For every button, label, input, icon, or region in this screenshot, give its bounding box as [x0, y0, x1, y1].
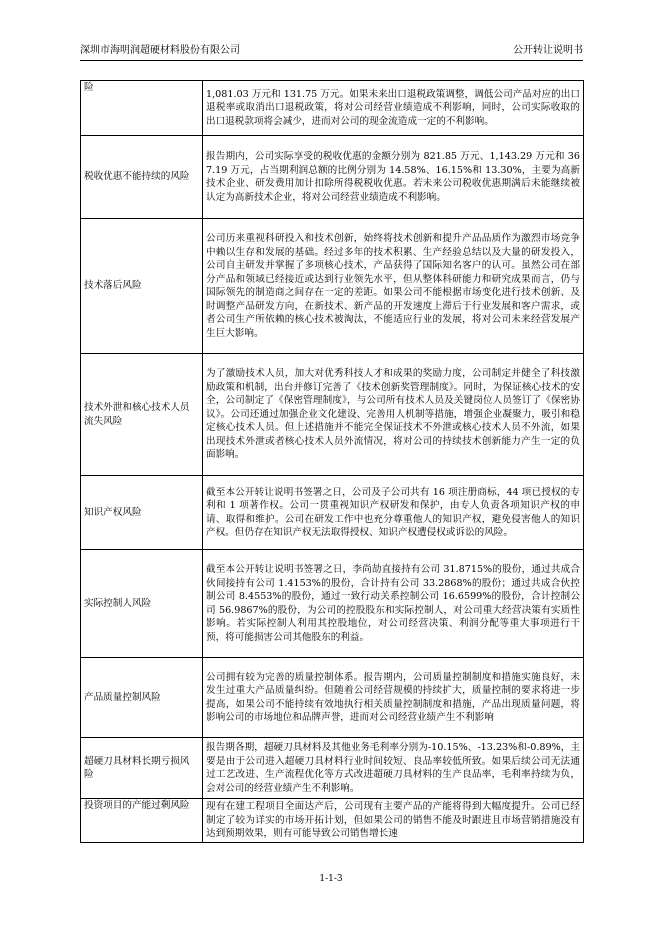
table-row — [81, 476, 584, 550]
risk-description: 截至本公开转让说明书签署之日，李尚劼直接持有公司 31.8715%的股份，通过共成合伙间接持有公司 1.4153%的股份，合计持有公司 33.2868%的股份；通过共成合伙控制公司 8.4553%的股份，通过一致行动关系控制公司 16.6599%的股份，合计控制公司 56.9867%的股份，为公司的控股股东和实际控制人，对公司重大经营决策有实质性影响。若实际控制人利用其控股地位，对公司经营决策、利润分配等重大事项进行干预，将可能损害公司其他股东的利益。 — [203, 550, 584, 658]
risk-description: 1,081.03 万元和 131.75 万元。如果未来出口退税政策调整，调低公司产品对应的出口退税率或取消出口退税政策，将对公司经营业绩造成不利影响，同时，公司实际收取的出口退税款项将会减少，进而对公司的现金流造成一定的不利影响。 — [203, 81, 584, 136]
risk-name: 技术外泄和核心技术人员流失风险 — [81, 354, 203, 476]
risk-name: 险 — [81, 81, 203, 136]
table-row — [81, 799, 584, 843]
risk-description: 现有在建工程项目全面达产后，公司现有主要产品的产能将得到大幅度提升。公司已经制定了较为详实的市场开拓计划，但如果公司的销售不能及时跟进且市场营销措施没有达到预期效果，则有可能导致公司销售增长速 — [203, 799, 584, 843]
table-row — [81, 550, 584, 658]
risk-description: 公司历来重视科研投入和技术创新，始终将技术创新和提升产品品质作为激烈市场竞争中赖以生存和发展的基础。经过多年的技术积累、生产经验总结以及大量的研发投入，公司自主研发并掌握了多项核心技术，产品获得了国际知名客户的认可。虽然公司在部分产品和领域已经接近或达到行业领先水平，但从整体科研能力和研究成果而言，仍与国际领先的制造商之间存在一定的差距。如果公司不能根据市场变化进行技术创新、及时调整产品研发方向，在新技术、新产品的开发速度上滞后于行业发展和客户需求，或者公司生产所依赖的核心技术被淘汰，不能适应行业的发展，将对公司未来经营发展产生巨大影响。 — [203, 219, 584, 354]
risk-name: 超硬刀具材料长期亏损风险 — [81, 738, 203, 799]
risk-name: 实际控制人风险 — [81, 550, 203, 658]
table-row — [81, 136, 584, 219]
risk-description: 公司拥有较为完善的质量控制体系。报告期内，公司质量控制制度和措施实施良好，未发生过重大产品质量纠纷。但随着公司经营规模的持续扩大，质量控制的要求将进一步提高，如果公司不能持续有效地执行相关质量控制制度和措施，产品出现质量问题，将影响公司的市场地位和品牌声誉，进而对公司经营业绩产生不利影响 — [203, 658, 584, 738]
risk-description: 截至本公开转让说明书签署之日，公司及子公司共有 16 项注册商标，44 项已授权的专利和 1 项著作权。公司一贯重视知识产权研发和保护，由专人负责各项知识产权的申请、取得和维护。公司在研发工作中也充分尊重他人的知识产权，避免侵害他人的知识产权。但仍存在知识产权无法取得授权、知识产权遭侵权或诉讼的风险。 — [203, 476, 584, 550]
risk-name: 知识产权风险 — [81, 476, 203, 550]
table-row — [81, 658, 584, 738]
table-row — [81, 219, 584, 354]
risk-description: 为了激励技术人员，加大对优秀科技人才和成果的奖励力度，公司制定并健全了科技激励政策和机制，出台并修订完善了《技术创新奖管理制度》。同时，为保证核心技术的安全，公司制定了《保密管理制度》，与公司所有技术人员及关键岗位人员签订了《保密协议》。公司还通过加强企业文化建设、完善用人机制等措施，增强企业凝聚力，吸引和稳定核心技术人员。但上述措施并不能完全保证技术不外泄或核心技术人员不外流，如果出现技术外泄或者核心技术人员外流情况，将对公司的持续技术创新能力产生一定的负面影响。 — [203, 354, 584, 476]
risk-name: 产品质量控制风险 — [81, 658, 203, 738]
risk-name: 投资项目的产能过剩风险 — [81, 799, 203, 843]
page-number: 1-1-3 — [319, 874, 343, 884]
header-company: 深圳市海明润超硬材料股份有限公司 — [80, 45, 240, 56]
table-row — [81, 738, 584, 799]
table-row — [81, 354, 584, 476]
risk-name: 税收优惠不能持续的风险 — [81, 136, 203, 219]
table-row — [81, 81, 584, 136]
risk-description: 报告期内，公司实际享受的税收优惠的金额分别为 821.85 万元、1,143.29 万元和 367.19 万元，占当期利润总额的比例分别为 14.58%、16.15%和 13.30%，主要为高新技术企业、研发费用加计扣除所得税税收优惠。若未来公司税收优惠期满后未能继续被认定为高新技术企业，将对公司经营业绩造成不利影响。 — [203, 136, 584, 219]
page-header — [80, 42, 583, 61]
header-doc-type: 公开转让说明书 — [513, 45, 583, 56]
risk-description: 报告期各期，超硬刀具材料及其他业务毛利率分别为-10.15%、-13.23%和-0.89%，主要是由于公司进入超硬刀具材料行业时间较短、良品率较低所致。如果后续公司无法通过工艺改进、生产流程优化等方式改进超硬刀具材料的生产良品率，毛利率持续为负，会对公司的经营业绩产生不利影响。 — [203, 738, 584, 799]
risk-table — [80, 80, 584, 843]
risk-name: 技术落后风险 — [81, 219, 203, 354]
